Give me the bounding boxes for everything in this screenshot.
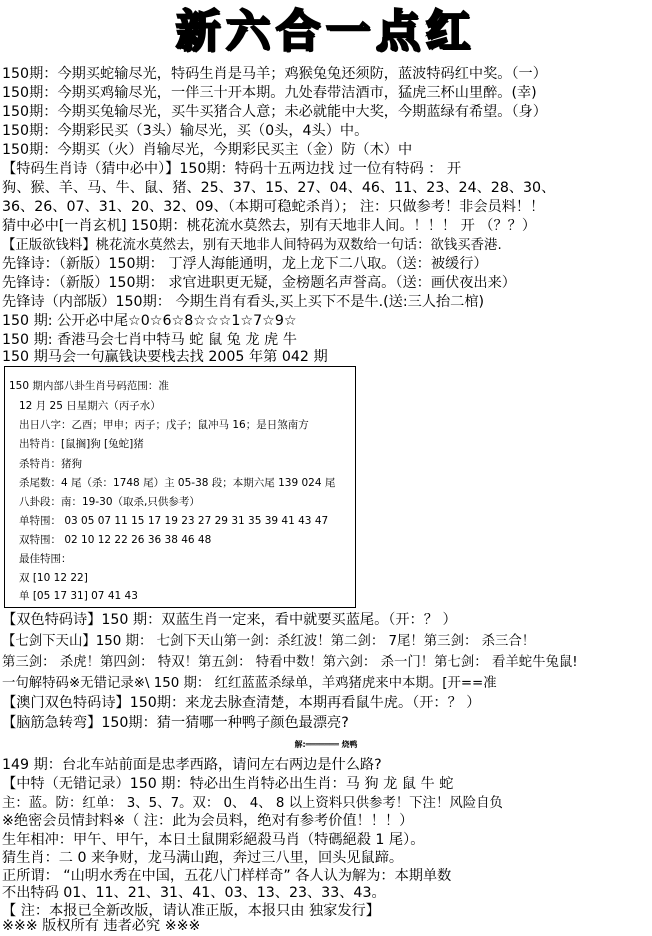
text-line: 猜生肖：二 0 来争财，龙马满山跑，奔过三八里，回头见鼠蹄。 xyxy=(2,850,404,866)
box-line: 12 月 25 日星期六（丙子水） xyxy=(19,400,161,412)
text-line: 150期：今期彩民买（3头）输尽光，买（0头，4头）中。 xyxy=(2,123,369,139)
box-line: 双 [10 12 22] xyxy=(19,572,88,584)
box-line: 双特围： 02 10 12 22 26 36 38 46 48 xyxy=(19,534,212,546)
text-line: 第三剑： 杀虎！第四剑： 特双！第五剑： 特看中数！第六剑： 杀一门！第七剑： 看羊蛇牛兔鼠! xyxy=(2,655,578,670)
text-line: 【双色特码诗】150 期：双蓝生肖一定来，看中就要买蓝尾。（开：？ ） xyxy=(2,612,457,628)
box-line: 八卦段：南：19-30（取杀,只供参考） xyxy=(19,496,200,508)
box-line: 最佳特围： xyxy=(19,553,72,565)
text-line: 正所谓： “山明水秀在中国，五花八门样样奇” 各人认为解为：本期单数 xyxy=(2,868,452,884)
box-line: 出日八字：乙酉；甲申；丙子；戊子；鼠冲马 16；是日煞南方 xyxy=(19,419,309,431)
text-line: 150期：今期买（火）肖输尽光，今期彩民买主（金）防（木）中 xyxy=(2,142,413,158)
copyright-line: ※※※ 版权所有 违者必究 ※※※ xyxy=(2,918,201,934)
box-line: 杀特肖：猪狗 xyxy=(19,458,82,470)
footer-notice: 【 注：本报已全新改版，请认准正版，本报只由 独家发行】 xyxy=(2,903,380,919)
text-line: 150期：今期买蛇输尽光，特码生肖是马羊；鸡猴兔兔还须防，蓝波特码红中奖。（一） xyxy=(2,66,547,82)
text-line: 150 期马会一句赢钱诀要栈去找 2005 年第 042 期 xyxy=(2,349,328,365)
text-line: 【脑筋急转弯】150期：猜一猜哪一种鸭子颜色最漂亮? xyxy=(2,715,349,731)
text-line: 150期：今期买鸡输尽光，一伴三十开本期。九处春带洁酒市，猛虎三杯山里醉。(幸) xyxy=(2,85,537,101)
text-line: 【中特（无错记录）150 期：特必出生肖特必出生肖：马 狗 龙 鼠 牛 蛇 xyxy=(2,776,454,792)
text-line: 生年相冲：甲午、甲午，本日土鼠開彩絕殺马肖（特碼絕殺 1 尾）。 xyxy=(2,832,425,848)
text-line: 【正版欲钱料】桃花流水莫然去，别有天地非人间特码为双数给一句话：欲钱买香港. xyxy=(2,238,502,253)
text-line: 猜中必中[一肖玄机] 150期：桃花流水莫然去，别有天地非人间。！！！ 开 （？？） xyxy=(2,218,537,234)
box-line: 单特围： 03 05 07 11 15 17 19 23 27 29 31 35 39 41 43 47 xyxy=(19,515,329,527)
box-line: 出特肖：[鼠搁]狗 [兔蛇]猪 xyxy=(19,438,144,450)
text-line: 不出特码 01、11、21、31、41、03、13、23、33、43。 xyxy=(2,885,386,901)
text-line: ※绝密会员情封料※（ 注：此为会员料，绝对有参考价值！！！） xyxy=(2,813,414,829)
text-line: 一句解特码※无错记录※\ 150 期： 红红蓝蓝杀绿单，羊鸡猪虎来中本期。[开==准 xyxy=(2,676,497,691)
text-line: 先锋诗（内部版）150期： 今期生肖有看头,买上买下不是牛.(送:三人抬二棺) xyxy=(2,294,485,310)
page-title: 新六合一点红 xyxy=(176,6,476,57)
text-line: 150 期: 公开必中尾☆0☆6☆8☆☆☆1☆7☆9☆ xyxy=(2,313,297,329)
text-line: 【七剑下天山】150 期： 七剑下天山第一剑：杀红波！第二剑： 7尾！第三剑： 杀三合！ xyxy=(2,634,536,649)
box-line: 150 期内部八卦生肖号码范围：准 xyxy=(9,380,169,392)
box-line: 单 [05 17 31] 07 41 43 xyxy=(19,590,138,602)
text-line: 149 期：台北车站前面是忠孝西路，请问左右两边是什么路? xyxy=(2,757,382,773)
box-line: 杀尾数：4 尾（杀：1748 尾）主 05-38 段；本期六尾 139 024 尾 xyxy=(19,477,336,489)
text-line: 150期：今期买兔输尽光，买牛买猪合人意；未必就能中大奖，今期蓝绿有希望。（身） xyxy=(2,104,547,120)
riddle-answer: 解:═══════ 烧鸭 xyxy=(294,740,358,749)
text-line: 狗、猴、羊、马、牛、鼠、猪、25、37、15、27、04、46、11、23、24、28、30、 xyxy=(2,180,556,196)
text-line: 【澳门双色特码诗】150期：来龙去脉查清楚，本期再看鼠牛虎。（开：？ ） xyxy=(2,695,481,711)
text-line: 主：蓝。防：红单： 3、5、7。双： 0、 4、 8 以上资料只供参考！下注！风险自负 xyxy=(2,796,503,811)
text-line: 【特码生肖诗（猜中必中）】150期：特码十五两边找 过一位有特码 ： 开 xyxy=(2,161,462,177)
text-line: 36、26、07、31、20、32、09、（本期可稳蛇杀肖）； 注：只做参考！非会员料！！ xyxy=(2,199,545,215)
text-line: 先锋诗：（新版）150期： 丁浮人海能通明，龙上龙下二八取。（送：被缓行） xyxy=(2,256,488,272)
text-line: 先锋诗：（新版）150期： 求官进职更无疑，金榜题名声誉高。（送：画伏夜出来） xyxy=(2,275,516,291)
info-box xyxy=(4,366,356,608)
text-line: 150 期: 香港马会七肖中特马 蛇 鼠 兔 龙 虎 牛 xyxy=(2,332,297,348)
